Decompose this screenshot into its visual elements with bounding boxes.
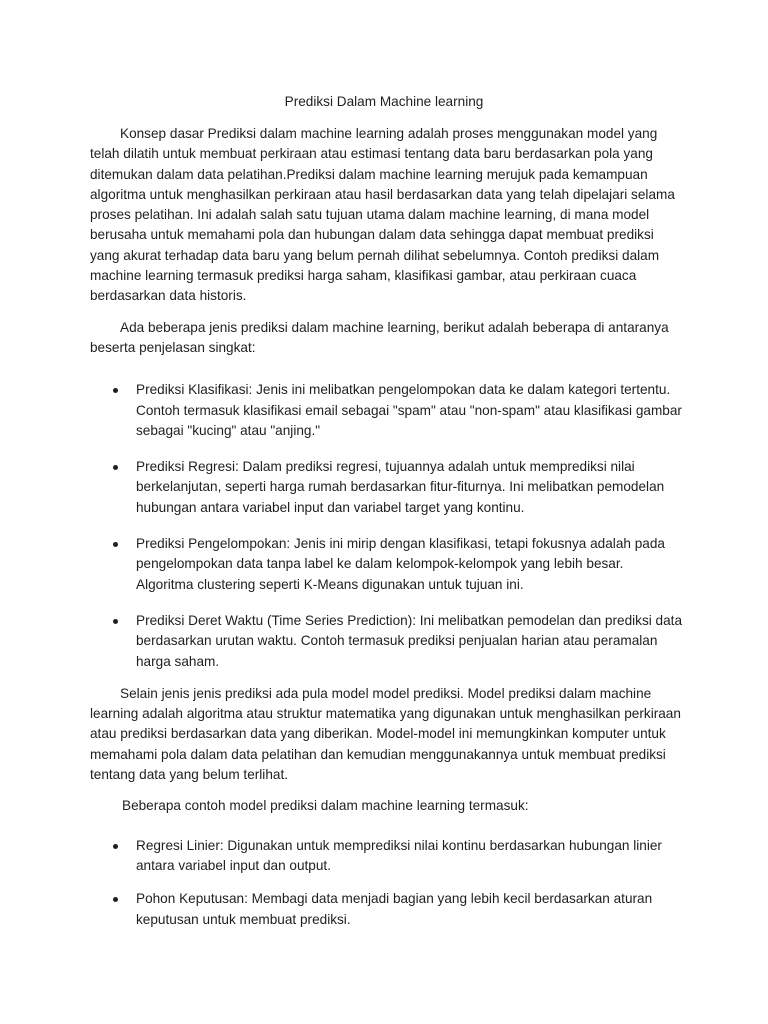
list-item-text: Regresi Linier: Digunakan untuk memprediksi nilai kontinu berdasarkan hubungan linier antara variabel input dan output. (136, 837, 662, 873)
document-title: Prediksi Dalam Machine learning (284, 94, 484, 109)
bullet-icon (113, 465, 118, 470)
list-item-text: Prediksi Regresi: Dalam prediksi regresi, tujuannya adalah untuk memprediksi nilai berkelanjutan, seperti harga rumah berdasarkan fitur-fiturnya. Ini melibatkan pemodelan hubungan antara variabel input dan variabel target yang kontinu. (136, 459, 665, 515)
bullet-icon (113, 897, 118, 902)
list-item (90, 380, 682, 441)
paragraph-types-intro: Ada beberapa jenis prediksi dalam machine learning, berikut adalah beberapa di antaranya beserta penjelasan singkat: (90, 319, 669, 355)
list-item (90, 534, 682, 595)
list-item-text: Prediksi Pengelompokan: Jenis ini mirip dengan klasifikasi, tetapi fokusnya adalah pada pengelompokan data tanpa label ke dalam kelompok-kelompok yang lebih besar. Algoritma clustering seperti K-Means digunakan untuk tujuan ini. (136, 536, 665, 592)
bullet-icon (113, 619, 118, 624)
document-body (90, 124, 682, 943)
list-item-text: Pohon Keputusan: Membagi data menjadi bagian yang lebih kecil berdasarkan aturan keputusan untuk membuat prediksi. (136, 891, 653, 927)
bullet-icon (113, 542, 118, 547)
list-item-text: Prediksi Deret Waktu (Time Series Prediction): Ini melibatkan pemodelan dan prediksi data berdasarkan urutan waktu. Contoh termasuk prediksi penjualan harian atau peramalan harga saham. (136, 612, 683, 669)
paragraph-models: Selain jenis jenis prediksi ada pula model model prediksi. Model prediksi dalam machine learning adalah algoritma atau struktur matematika yang digunakan untuk menghasilkan perkiraan atau prediksi berdasarkan data yang diberikan. Model-model ini memungkinkan komputer untuk memahami pola dalam data pelatihan dan kemudian menggunakannya untuk membuat prediksi tentang data yang belum terlihat. (90, 685, 681, 783)
prediction-types-list (90, 380, 682, 672)
list-item (90, 457, 682, 518)
model-examples-list (90, 836, 682, 930)
list-item (90, 611, 682, 672)
list-item (90, 836, 682, 877)
list-item (90, 889, 682, 930)
list-item-text: Prediksi Klasifikasi: Jenis ini melibatkan pengelompokan data ke dalam kategori tertentu. Contoh termasuk klasifikasi email sebagai "spam" atau "non-spam" atau klasifikasi gambar sebagai "kucing" atau "anjing." (136, 382, 682, 438)
bullet-icon (113, 844, 118, 849)
paragraph-intro: Konsep dasar Prediksi dalam machine learning adalah proses menggunakan model yang telah dilatih untuk membuat perkiraan atau estimasi tentang data baru berdasarkan pola yang ditemukan dalam data pelatihan.Prediksi dalam machine learning merujuk pada kemampuan algoritma untuk menghasilkan perkiraan atau hasil berdasarkan data yang telah dipelajari selama proses pelatihan. Ini adalah salah satu tujuan utama dalam machine learning, di mana model berusaha untuk memahami pola dan hubungan dalam data sehingga dapat membuat prediksi yang akurat terhadap data baru yang belum pernah dilihat sebelumnya. Contoh prediksi dalam machine learning termasuk prediksi harga saham, klasifikasi gambar, atau perkiraan cuaca berdasarkan data historis. (90, 126, 675, 304)
bullet-icon (113, 388, 118, 393)
paragraph-model-examples-intro: Beberapa contoh model prediksi dalam machine learning termasuk: (122, 798, 529, 814)
